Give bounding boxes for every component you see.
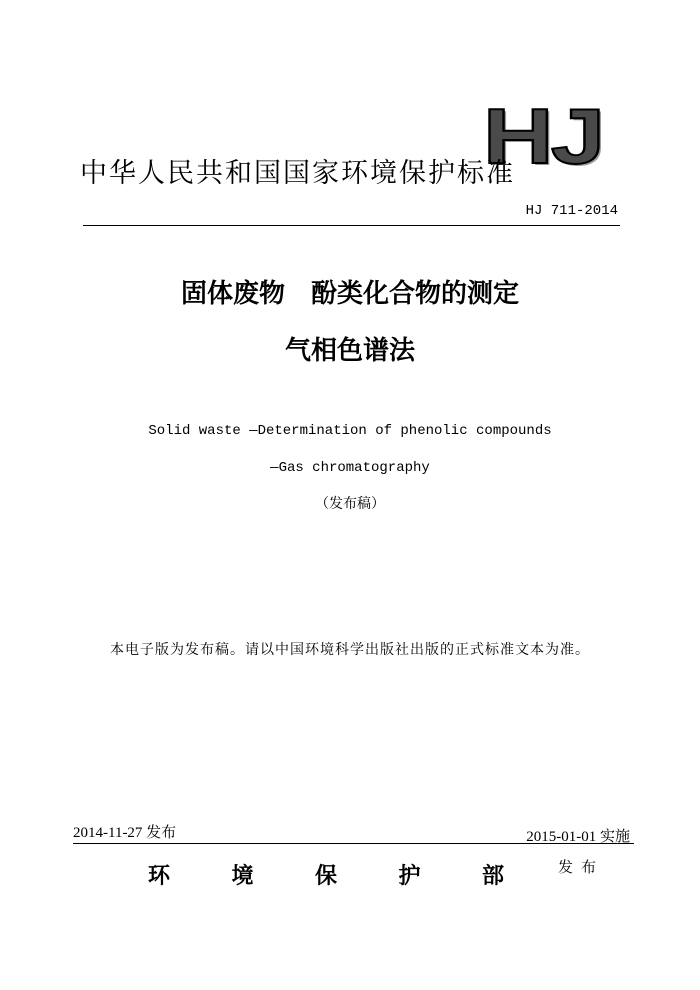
- english-title-line-2: —Gas chromatography: [270, 460, 430, 476]
- hj-logo: HJ: [483, 92, 603, 180]
- document-title-line-1: 固体废物 酚类化合物的测定: [180, 279, 519, 309]
- standard-name: 中华人民共和国国家环境保护标准: [80, 158, 515, 189]
- publish-date: 2014-11-27 发布: [73, 825, 177, 841]
- standard-code: HJ 711-2014: [525, 203, 618, 219]
- issue-label: 发布: [558, 858, 605, 876]
- document-title-line-2: 气相色谱法: [284, 336, 415, 366]
- issuer-char: 护: [398, 864, 421, 889]
- english-title-line-1: Solid waste —Determination of phenolic compounds: [148, 423, 552, 439]
- edition-notice: 本电子版为发布稿。请以中国环境科学出版社出版的正式标准文本为准。: [110, 642, 590, 658]
- implement-date: 2015-01-01 实施: [526, 829, 630, 845]
- issuer-char: 境: [231, 864, 254, 889]
- header-divider: [83, 225, 620, 226]
- footer-divider: [73, 843, 634, 844]
- draft-label: （发布稿）: [315, 496, 385, 512]
- issuer-char: 保: [314, 864, 337, 889]
- issuer-char: 环: [148, 864, 171, 889]
- issuer-name: [148, 862, 504, 892]
- issuer-char: 部: [481, 864, 504, 889]
